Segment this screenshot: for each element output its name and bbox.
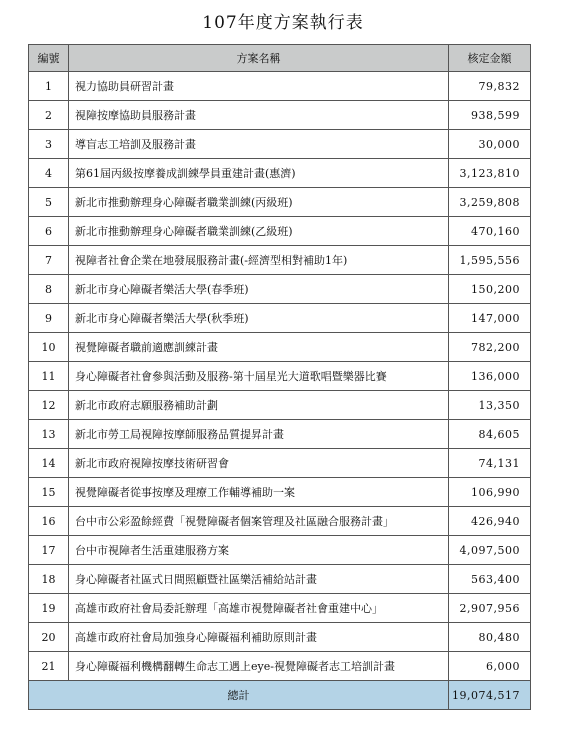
row-number: 9	[29, 304, 69, 333]
row-program-name: 視覺障礙者職前適應訓練計畫	[69, 333, 449, 362]
row-number: 17	[29, 536, 69, 565]
row-amount: 6,000	[449, 652, 531, 681]
row-program-name: 身心障礙者社會參與活動及服務-第十屆星光大道歌唱暨樂器比賽	[69, 362, 449, 391]
program-table	[28, 44, 531, 710]
row-number: 4	[29, 159, 69, 188]
row-program-name: 第61屆丙級按摩養成訓練學員重建計畫(惠濟)	[69, 159, 449, 188]
row-number: 11	[29, 362, 69, 391]
row-number: 5	[29, 188, 69, 217]
row-number: 1	[29, 72, 69, 101]
row-amount: 80,480	[449, 623, 531, 652]
table-row	[29, 159, 531, 188]
row-number: 19	[29, 594, 69, 623]
table-row	[29, 536, 531, 565]
row-program-name: 新北市身心障礙者樂活大學(秋季班)	[69, 304, 449, 333]
row-number: 7	[29, 246, 69, 275]
row-number: 3	[29, 130, 69, 159]
row-number: 15	[29, 478, 69, 507]
row-program-name: 新北市身心障礙者樂活大學(春季班)	[69, 275, 449, 304]
total-label: 總計	[29, 681, 449, 710]
row-amount: 1,595,556	[449, 246, 531, 275]
row-number: 16	[29, 507, 69, 536]
row-amount: 563,400	[449, 565, 531, 594]
page-title: 107年度方案執行表	[202, 13, 364, 33]
table-row	[29, 246, 531, 275]
table-row	[29, 188, 531, 217]
row-program-name: 視障者社會企業在地發展服務計畫(-經濟型相對補助1年)	[69, 246, 449, 275]
row-program-name: 新北市政府志願服務補助計劃	[69, 391, 449, 420]
row-program-name: 高雄市政府社會局加強身心障礙福利補助原則計畫	[69, 623, 449, 652]
row-number: 8	[29, 275, 69, 304]
row-number: 2	[29, 101, 69, 130]
total-row	[29, 681, 531, 710]
table-row	[29, 362, 531, 391]
row-amount: 30,000	[449, 130, 531, 159]
row-number: 18	[29, 565, 69, 594]
row-number: 6	[29, 217, 69, 246]
row-amount: 3,259,808	[449, 188, 531, 217]
table-row	[29, 623, 531, 652]
row-amount: 470,160	[449, 217, 531, 246]
row-amount: 74,131	[449, 449, 531, 478]
table-row	[29, 478, 531, 507]
row-amount: 136,000	[449, 362, 531, 391]
row-program-name: 新北市推動辦理身心障礙者職業訓練(乙級班)	[69, 217, 449, 246]
row-amount: 426,940	[449, 507, 531, 536]
row-program-name: 新北市政府視障按摩技術研習會	[69, 449, 449, 478]
row-number: 21	[29, 652, 69, 681]
table-row	[29, 333, 531, 362]
row-amount: 84,605	[449, 420, 531, 449]
header-amount: 核定金額	[449, 45, 531, 72]
row-program-name: 視障按摩協助員服務計畫	[69, 101, 449, 130]
table-row	[29, 449, 531, 478]
row-program-name: 身心障礙福利機構翻轉生命志工遇上eye-視覺障礙者志工培訓計畫	[69, 652, 449, 681]
row-program-name: 台中市公彩盈餘經費「視覺障礙者個案管理及社區融合服務計畫」	[69, 507, 449, 536]
row-number: 20	[29, 623, 69, 652]
row-amount: 3,123,810	[449, 159, 531, 188]
row-amount: 106,990	[449, 478, 531, 507]
row-number: 13	[29, 420, 69, 449]
row-program-name: 新北市推動辦理身心障礙者職業訓練(丙級班)	[69, 188, 449, 217]
table-row	[29, 275, 531, 304]
table-row	[29, 304, 531, 333]
row-amount: 79,832	[449, 72, 531, 101]
row-amount: 782,200	[449, 333, 531, 362]
row-program-name: 導盲志工培訓及服務計畫	[69, 130, 449, 159]
table-header-row	[29, 45, 531, 72]
table-row	[29, 130, 531, 159]
table-row	[29, 594, 531, 623]
row-program-name: 高雄市政府社會局委託辦理「高雄市視覺障礙者社會重建中心」	[69, 594, 449, 623]
row-program-name: 視力協助員研習計畫	[69, 72, 449, 101]
row-amount: 13,350	[449, 391, 531, 420]
row-program-name: 新北市勞工局視障按摩師服務品質提昇計畫	[69, 420, 449, 449]
row-program-name: 台中市視障者生活重建服務方案	[69, 536, 449, 565]
row-amount: 938,599	[449, 101, 531, 130]
table-row	[29, 391, 531, 420]
row-number: 10	[29, 333, 69, 362]
row-number: 12	[29, 391, 69, 420]
table-row	[29, 217, 531, 246]
table-row	[29, 101, 531, 130]
row-program-name: 身心障礙者社區式日間照顧暨社區樂活補給站計畫	[69, 565, 449, 594]
header-no: 編號	[29, 45, 69, 72]
table-row	[29, 72, 531, 101]
table-row	[29, 507, 531, 536]
table-row	[29, 565, 531, 594]
row-amount: 147,000	[449, 304, 531, 333]
row-number: 14	[29, 449, 69, 478]
header-name: 方案名稱	[69, 45, 449, 72]
table-row	[29, 652, 531, 681]
row-amount: 150,200	[449, 275, 531, 304]
row-program-name: 視覺障礙者從事按摩及理療工作輔導補助一案	[69, 478, 449, 507]
table-row	[29, 420, 531, 449]
row-amount: 2,907,956	[449, 594, 531, 623]
row-amount: 4,097,500	[449, 536, 531, 565]
total-amount: 19,074,517	[449, 681, 531, 710]
